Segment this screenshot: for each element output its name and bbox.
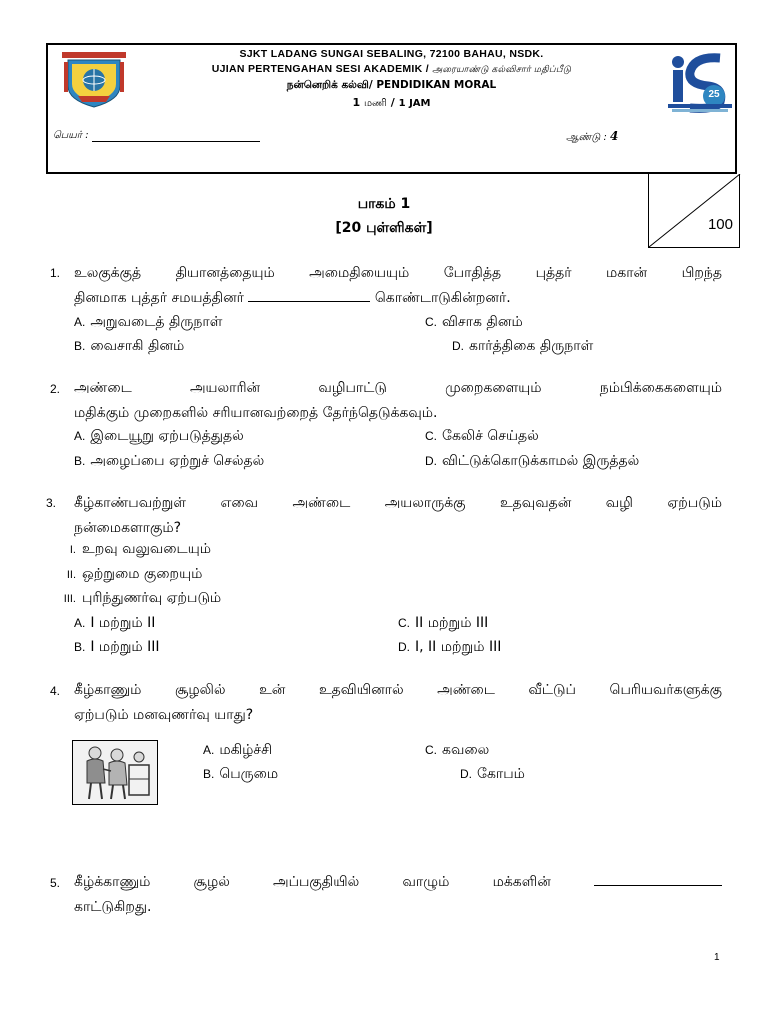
question-4-line2: ஏற்படும் மனவுணர்வு யாது? [74,707,254,723]
question-4-option-a[interactable]: A. மகிழ்ச்சி [203,742,273,758]
event-logo [668,52,732,114]
question-4-option-b[interactable]: B. பெருமை [203,766,279,782]
question-2-option-d[interactable]: D. விட்டுக்கொடுக்காமல் இருத்தல் [425,453,640,469]
exam-duration: 1 மணி / 1 JAM [352,96,431,109]
name-label: பெயர் : [53,130,89,141]
school-name: SJKT LADANG SUNGAI SEBALING, 72100 BAHAU, NSDK. [239,48,544,60]
question-1-line1: உலகுக்குத் தியானத்தையும் அமைதியையும் போதித்த புத்தர் மகான் பிறந்த [74,265,722,281]
question-1-blank[interactable] [248,287,370,302]
question-1-number: 1. [50,266,61,280]
question-3-option-d[interactable]: D. I, II மற்றும் III [398,639,502,655]
marks-total: 100 [707,216,733,233]
name-blank-line[interactable] [92,131,260,142]
helping-elderly-illustration [72,740,158,805]
page-number: 1 [714,952,720,963]
question-2-line2: மதிக்கும் முறைகளில் சரியானவற்றைத் தேர்ந்தெடுக்கவும். [74,405,438,421]
exam-title: UJIAN PERTENGAHAN SESI AKADEMIK / அரையாண்டு கல்விசார் மதிப்பீடு [211,63,572,75]
year-field [566,129,618,144]
section-title: பாகம் 1 [357,196,411,212]
question-3-line1: கீழ்காண்பவற்றுள் எவை அண்டை அயலாருக்கு உதவுவதன் வழி ஏற்படும் [74,495,722,511]
question-1-option-b[interactable]: B. வைசாகி தினம் [74,338,185,354]
question-3-statement-3: III. புரிந்துணர்வு ஏற்படும் [63,590,222,606]
question-3-statement-1: I. உறவு வலுவடையும் [69,541,211,557]
year-label: ஆண்டு : [566,132,607,143]
question-5-line1: கீழ்க்காணும் சூழல் அப்பகுதியில் வாழும் மக்களின் [74,870,722,895]
event-logo-number: 25 [708,89,720,100]
question-3-number: 3. [46,496,57,510]
question-3-line2: நன்மைகளாகும்? [74,520,182,536]
question-3-option-c[interactable]: C. II மற்றும் III [398,615,489,631]
question-5-line2: காட்டுகிறது. [74,899,152,915]
section-points: [20 புள்ளிகள்] [335,220,433,236]
question-3-option-a[interactable]: A. I மற்றும் II [74,615,156,631]
exam-header [46,43,737,174]
question-4-line1: கீழ்காணும் சூழலில் உன் உதவியினால் அண்டை வீட்டுப் பெரியவர்களுக்கு [74,682,722,698]
question-1-line2: தினமாக புத்தர் சமயத்தினர் கொண்டாடுகின்றனர். [74,286,722,311]
name-field [53,130,260,142]
question-2-option-a[interactable]: A. இடையூறு ஏற்படுத்துதல் [74,428,244,444]
question-5-number: 5. [50,876,61,890]
question-4-number: 4. [50,684,61,698]
question-1-option-c[interactable]: C. விசாக தினம் [425,314,523,330]
question-2-option-c[interactable]: C. கேலிச் செய்தல் [425,428,539,444]
subject-title: நன்னெறிக் கல்வி/ PENDIDIKAN MORAL [286,79,497,91]
question-1-option-a[interactable]: A. அறுவடைத் திருநாள் [74,314,223,330]
question-3-option-b[interactable]: B. I மற்றும் III [74,639,160,655]
question-4-option-c[interactable]: C. கவலை [425,742,490,758]
question-2-number: 2. [50,382,61,396]
question-2-line1: அண்டை அயலாரின் வழிபாட்டு முறைகளையும் நம்பிக்கைகளையும் [74,380,722,396]
question-3-statement-2: II. ஒற்றுமை குறையும் [66,566,203,582]
year-value: 4 [610,129,619,143]
question-1-option-d[interactable]: D. கார்த்திகை திருநாள் [452,338,594,354]
question-5-blank[interactable] [594,871,722,886]
question-4-option-d[interactable]: D. கோபம் [460,766,525,782]
question-2-option-b[interactable]: B. அழைப்பை ஏற்றுச் செல்தல் [74,453,265,469]
